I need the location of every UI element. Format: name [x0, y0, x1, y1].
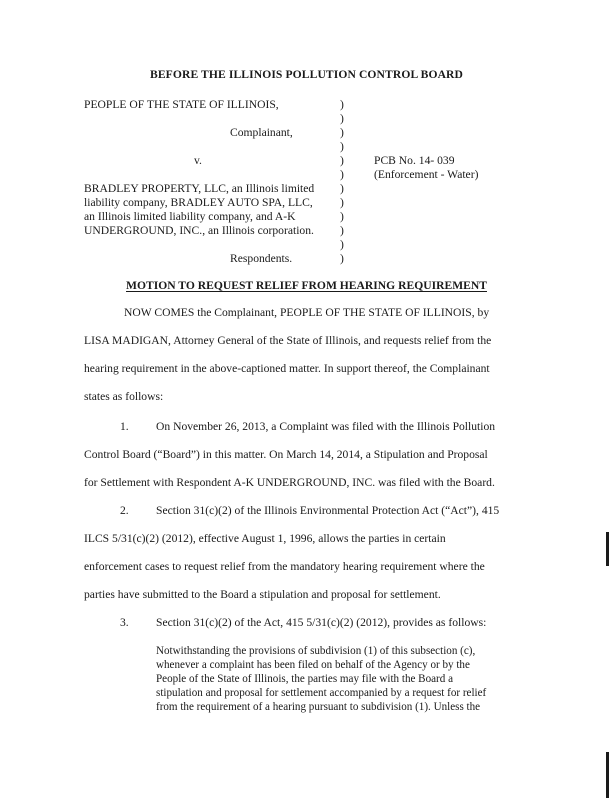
case-type: (Enforcement - Water): [374, 168, 479, 181]
paragraph-line: On November 26, 2013, a Complaint was filed with the Illinois Pollution: [156, 420, 496, 433]
caption-complainant-party: PEOPLE OF THE STATE OF ILLINOIS,: [84, 98, 279, 111]
paragraph-line: ILCS 5/31(c)(2) (2012), effective August 1, 1996, allows the parties in certain: [84, 532, 446, 545]
scan-edge-mark: [606, 752, 609, 798]
paragraph-line: for Settlement with Respondent A-K UNDERGROUND, INC. was filed with the Board.: [84, 476, 495, 489]
caption-complainant-label: Complainant,: [230, 126, 293, 139]
paragraph-line: Section 31(c)(2) of the Act, 415 5/31(c)(2) (2012), provides as follows:: [156, 616, 487, 629]
caption-respondent-line-3: an Illinois limited liability company, and A-K: [84, 210, 296, 223]
intro-line: states as follows:: [84, 390, 164, 403]
caption-paren: ): [340, 168, 344, 181]
block-quote-line: stipulation and proposal for settlement accompanied by a request for relief: [156, 687, 487, 699]
intro-line: hearing requirement in the above-captioned matter. In support thereof, the Complainant: [84, 362, 490, 375]
caption-paren: ): [340, 210, 344, 223]
block-quote-line: Notwithstanding the provisions of subdivision (1) of this subsection (c),: [156, 645, 476, 657]
paragraph-number: 2.: [120, 504, 129, 517]
scan-edge-mark: [606, 532, 609, 566]
caption-respondent-line-4: UNDERGROUND, INC., an Illinois corporation.: [84, 224, 314, 237]
caption-paren: ): [340, 196, 344, 209]
paragraph-number: 1.: [120, 420, 129, 433]
caption-respondents-label: Respondents.: [230, 252, 293, 265]
board-title: BEFORE THE ILLINOIS POLLUTION CONTROL BOARD: [150, 68, 463, 81]
caption-paren: ): [340, 126, 344, 139]
caption-versus: v.: [194, 154, 202, 167]
paragraph-number: 3.: [120, 616, 129, 629]
caption-paren: ): [340, 224, 344, 237]
intro-line: LISA MADIGAN, Attorney General of the State of Illinois, and requests relief from the: [84, 334, 492, 347]
block-quote-line: from the requirement of a hearing pursuant to subdivision (1). Unless the: [156, 701, 481, 713]
motion-title: [0, 279, 613, 292]
block-quote-line: whenever a complaint has been filed on behalf of the Agency or by the: [156, 659, 470, 671]
caption-paren: ): [340, 98, 344, 111]
caption-paren: ): [340, 154, 344, 167]
caption-respondent-line-1: BRADLEY PROPERTY, LLC, an Illinois limited: [84, 182, 315, 195]
caption-paren: ): [340, 238, 344, 251]
intro-line: NOW COMES the Complainant, PEOPLE OF THE STATE OF ILLINOIS, by: [124, 306, 490, 319]
caption-paren: ): [340, 140, 344, 153]
motion-title-text: MOTION TO REQUEST RELIEF FROM HEARING REQUIREMENT: [126, 279, 487, 292]
caption-paren: ): [340, 112, 344, 125]
caption-paren: ): [340, 182, 344, 195]
caption-paren: ): [340, 252, 344, 265]
paragraph-line: Section 31(c)(2) of the Illinois Environmental Protection Act (“Act”), 415: [156, 504, 500, 517]
paragraph-line: enforcement cases to request relief from the mandatory hearing requirement where the: [84, 560, 485, 573]
paragraph-line: Control Board (“Board”) in this matter. On March 14, 2014, a Stipulation and Proposal: [84, 448, 488, 461]
block-quote-line: People of the State of Illinois, the parties may file with the Board a: [156, 673, 453, 685]
paragraph-line: parties have submitted to the Board a stipulation and proposal for settlement.: [84, 588, 441, 601]
case-number: PCB No. 14- 039: [374, 154, 455, 167]
caption-respondent-line-2: liability company, BRADLEY AUTO SPA, LLC,: [84, 196, 313, 209]
